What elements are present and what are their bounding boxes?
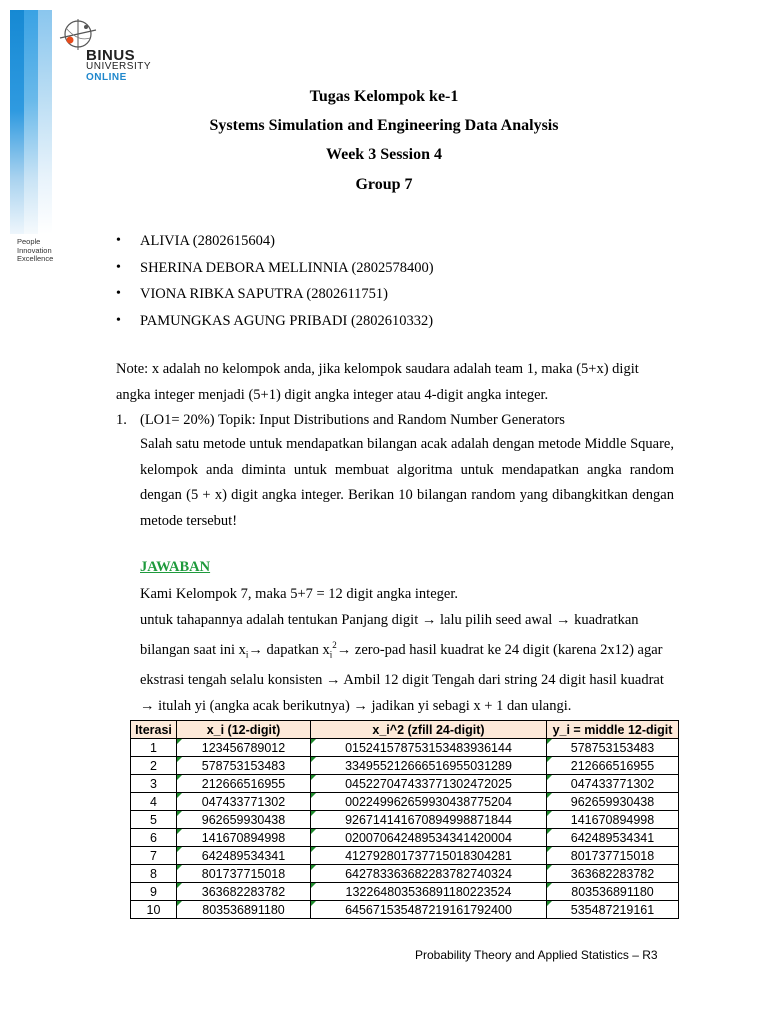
middle-square-table	[130, 720, 679, 919]
binus-logo: BINUS UNIVERSITY ONLINE	[56, 16, 166, 90]
member-item: • ALIVIA (2802615604)	[116, 230, 434, 257]
note-paragraph: Note: x adalah no kelompok anda, jika kelompok saudara adalah team 1, maka (5+x) digit angka integer menjadi (5+1) digit angka integer atau 4-digit angka integer.	[116, 361, 639, 403]
table-cell: 412792801737715018304281	[311, 847, 547, 865]
answer-label: JAWABAN	[140, 559, 211, 575]
table-cell: 002249962659930438775204	[311, 793, 547, 811]
table-cell: 047433771302	[547, 775, 679, 793]
table-cell: 962659930438	[547, 793, 679, 811]
answer-body	[140, 582, 680, 719]
table-cell: 212666516955	[177, 775, 311, 793]
session-title: Week 3 Session 4	[325, 146, 442, 163]
table-row	[131, 865, 679, 883]
table-cell: 645671535487219161792400	[311, 901, 547, 919]
table-row	[131, 775, 679, 793]
table-cell: 642489534341	[177, 847, 311, 865]
question-heading: (LO1= 20%) Topik: Input Distributions and Random Number Generators	[140, 412, 565, 428]
table-row	[131, 793, 679, 811]
table-cell: 578753153483	[547, 739, 679, 757]
header-xi: x_i (12-digit)	[177, 721, 311, 739]
group-title: Group 7	[355, 176, 413, 193]
table-cell: 5	[131, 811, 177, 829]
table-row	[131, 847, 679, 865]
member-item: • SHERINA DEBORA MELLINNIA (2802578400)	[116, 257, 434, 284]
header-xi-squared: x_i^2 (zfill 24-digit)	[311, 721, 547, 739]
arrow-icon: →	[248, 641, 263, 658]
assignment-title: Tugas Kelompok ke-1	[309, 88, 459, 105]
table-cell: 803536891180	[547, 883, 679, 901]
table-cell: 801737715018	[177, 865, 311, 883]
table-row	[131, 829, 679, 847]
answer-line: Kami Kelompok 7, maka 5+7 = 12 digit angka integer.	[140, 586, 458, 602]
table-row	[131, 901, 679, 919]
table-cell: 6	[131, 829, 177, 847]
table-cell: 334955212666516955031289	[311, 757, 547, 775]
table-cell: 803536891180	[177, 901, 311, 919]
arrow-icon: →	[326, 672, 341, 689]
table-body	[131, 739, 679, 919]
table-cell: 642783363682283782740324	[311, 865, 547, 883]
table-cell: 4	[131, 793, 177, 811]
tagline: People Innovation Excellence	[17, 237, 54, 263]
arrow-icon: →	[336, 641, 352, 658]
table-cell: 801737715018	[547, 847, 679, 865]
table-cell: 047433771302	[177, 793, 311, 811]
arrow-icon: →	[353, 697, 368, 714]
arrow-icon: →	[555, 611, 571, 628]
arrow-icon: →	[140, 697, 155, 714]
course-title: Systems Simulation and Engineering Data Analysis	[209, 117, 559, 134]
table-cell: 535487219161	[547, 901, 679, 919]
table-cell: 3	[131, 775, 177, 793]
header-yi: y_i = middle 12-digit	[547, 721, 679, 739]
table-cell: 141670894998	[177, 829, 311, 847]
member-item: • VIONA RIBKA SAPUTRA (2802611751)	[116, 283, 434, 310]
table-cell: 10	[131, 901, 177, 919]
table-cell: 015241578753153483936144	[311, 739, 547, 757]
arrow-icon: →	[421, 611, 437, 628]
answer-steps: untuk tahapannya adalah tentukan Panjang digit → lalu pilih seed awal → kuadratkan bilangan saat ini $x_i\to$ dapatkan $x_i^2\to$ zero-pad hasil kuadrat ke 24 digit (karena 2x12) agar ekstrasi tengah selalu konsisten → Ambil 12 digit Tengah dari string 24 digit hasil kuadrat → itulah yi (angka acak berikutnya) → jadikan yi sebagi x + 1 dan ulangi.	[140, 611, 664, 714]
member-list	[116, 230, 434, 336]
table-header-row	[131, 721, 679, 739]
table-cell: 7	[131, 847, 177, 865]
table-row	[131, 739, 679, 757]
table-cell: 020070642489534341420004	[311, 829, 547, 847]
table-cell: 212666516955	[547, 757, 679, 775]
table-cell: 132264803536891180223524	[311, 883, 547, 901]
question-body: Salah satu metode untuk mendapatkan bilangan acak adalah dengan metode Middle Square, kelompok anda diminta untuk membuat algoritma untuk mendapatkan angka random dengan (5 + x) digit angka integer. Berikan 10 bilangan random yang dibangkitkan dengan metode tersebut!	[140, 436, 674, 529]
table-cell: 8	[131, 865, 177, 883]
table-cell: 363682283782	[547, 865, 679, 883]
table-cell: 2	[131, 757, 177, 775]
member-item: • PAMUNGKAS AGUNG PRIBADI (2802610332)	[116, 310, 434, 337]
table-cell: 123456789012	[177, 739, 311, 757]
table-cell: 045227047433771302472025	[311, 775, 547, 793]
table-cell: 1	[131, 739, 177, 757]
table-row	[131, 811, 679, 829]
question-number: 1.	[116, 412, 127, 428]
page-footer: Probability Theory and Applied Statistics – R3	[415, 948, 658, 962]
table-cell: 926714141670894998871844	[311, 811, 547, 829]
table-cell: 578753153483	[177, 757, 311, 775]
table-cell: 9	[131, 883, 177, 901]
table-cell: 363682283782	[177, 883, 311, 901]
table-row	[131, 757, 679, 775]
table-cell: 141670894998	[547, 811, 679, 829]
table-cell: 642489534341	[547, 829, 679, 847]
table-row	[131, 883, 679, 901]
table-cell: 962659930438	[177, 811, 311, 829]
header-iterasi: Iterasi	[131, 721, 177, 739]
